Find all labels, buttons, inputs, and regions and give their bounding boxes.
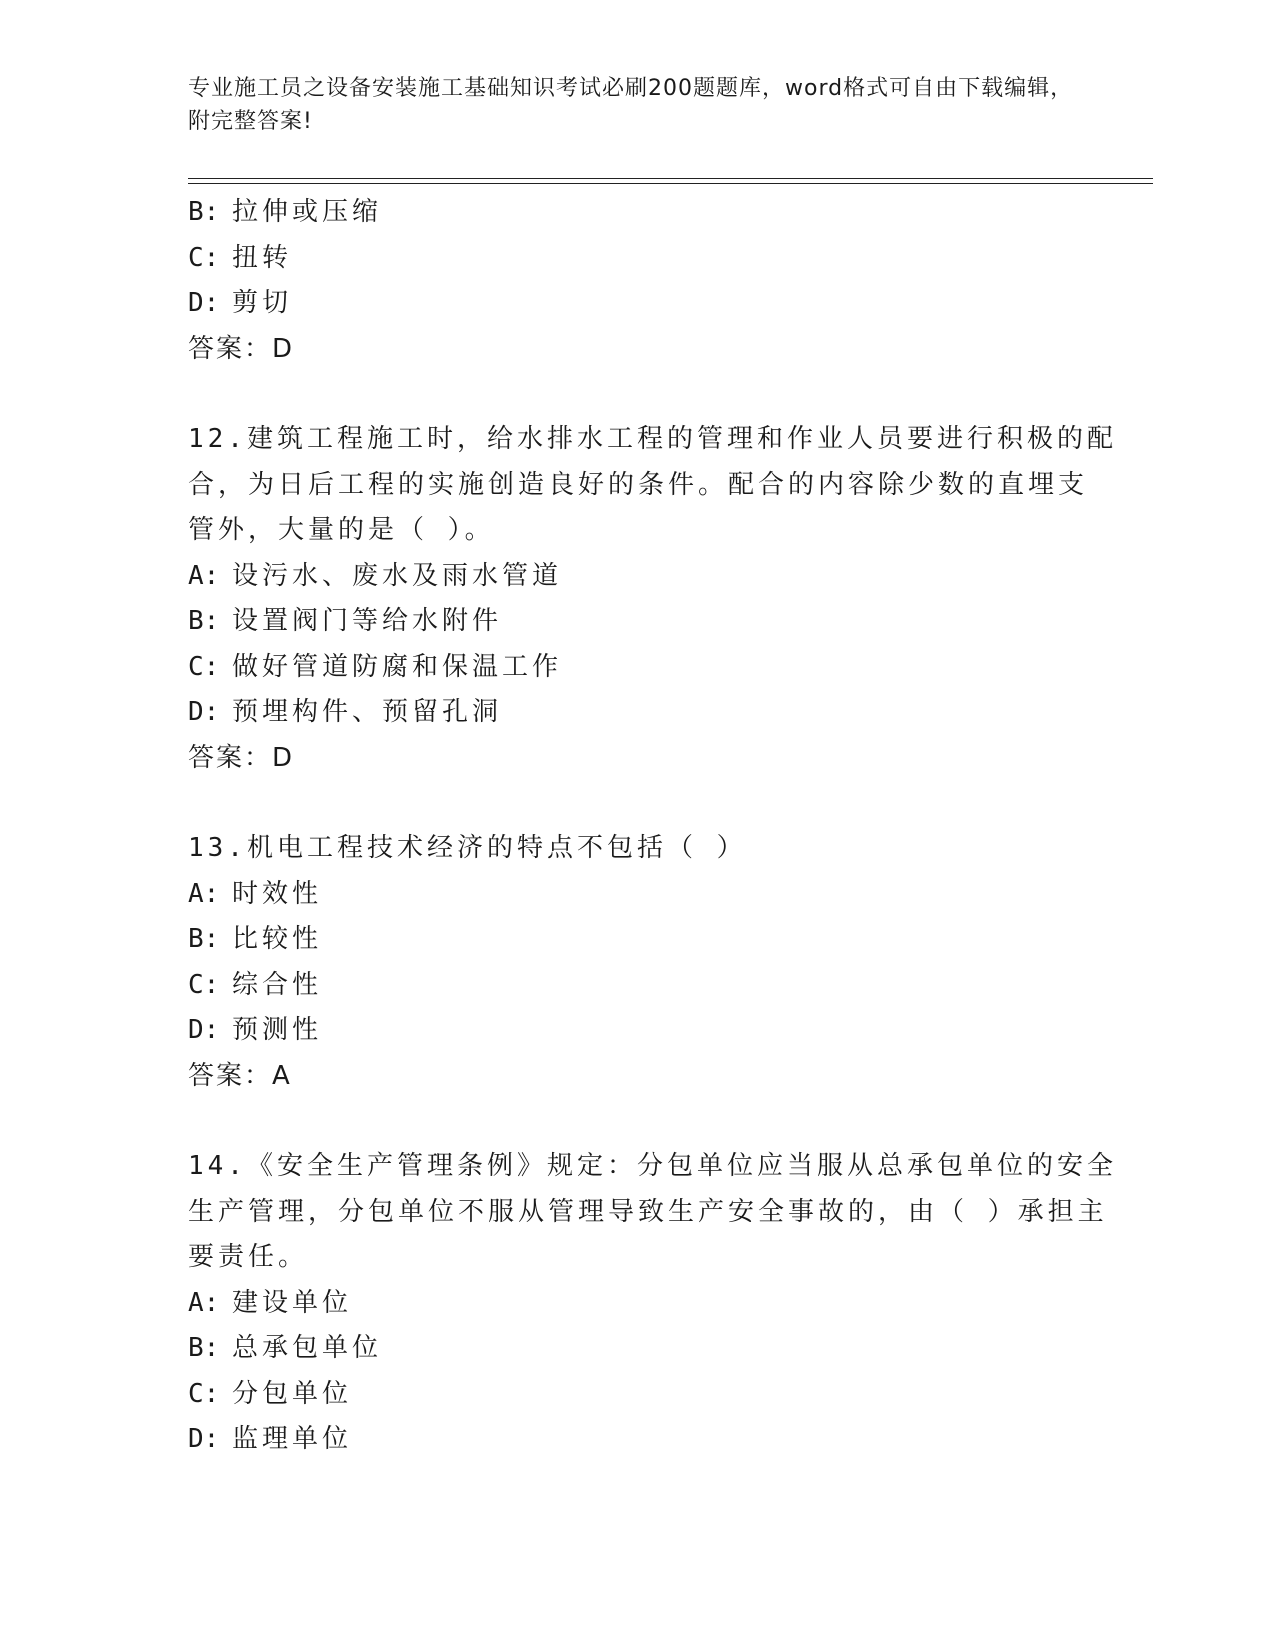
option-d bbox=[188, 281, 1088, 327]
header-title: 专业施工员之设备安装施工基础知识考试必刷200题题库，word格式可自由下载编辑，附完整答案! bbox=[188, 76, 1074, 134]
option-text: 剪切 bbox=[232, 288, 293, 318]
option-d bbox=[188, 690, 1088, 736]
question-list bbox=[188, 190, 1117, 1463]
option-c bbox=[188, 645, 1088, 691]
option-label: C: bbox=[188, 1378, 220, 1409]
option-label: C: bbox=[188, 242, 220, 273]
option-text: 比较性 bbox=[232, 924, 323, 954]
question-stem-line: 13.机电工程技术经济的特点不包括（ ） bbox=[188, 833, 747, 863]
answer-line: 答案：A bbox=[188, 1060, 292, 1091]
option-text: 综合性 bbox=[232, 969, 323, 1000]
option-label: B: bbox=[188, 1333, 220, 1363]
option-text: 预埋构件、预留孔洞 bbox=[232, 697, 503, 727]
answer-line: 答案：D bbox=[188, 742, 295, 773]
question-stem-line: 管外，大量的是（ ）。 bbox=[188, 515, 495, 545]
spacer bbox=[188, 781, 1088, 826]
question-stem-line: 合，为日后工程的实施创造良好的条件。配合的内容除少数的直埋支 bbox=[188, 469, 1089, 500]
option-b bbox=[188, 1326, 1088, 1372]
option-text: 预测性 bbox=[232, 1015, 323, 1045]
option-label: B: bbox=[188, 924, 220, 954]
option-text: 做好管道防腐和保温工作 bbox=[232, 651, 563, 682]
option-text: 时效性 bbox=[232, 878, 323, 909]
option-a bbox=[188, 1281, 1088, 1327]
option-label: C: bbox=[188, 651, 220, 682]
option-b bbox=[188, 599, 1088, 645]
option-text: 扭转 bbox=[232, 242, 293, 273]
option-label: D: bbox=[188, 288, 220, 318]
option-text: 设污水、废水及雨水管道 bbox=[232, 560, 563, 591]
option-b bbox=[188, 917, 1088, 963]
option-d bbox=[188, 1417, 1088, 1463]
option-label: A: bbox=[188, 560, 220, 591]
option-label: B: bbox=[188, 197, 220, 227]
option-text: 建设单位 bbox=[232, 1287, 353, 1318]
page-header bbox=[188, 72, 1088, 138]
option-text: 监理单位 bbox=[232, 1424, 353, 1454]
spacer bbox=[188, 372, 1088, 417]
question-stem-line: 要责任。 bbox=[188, 1242, 309, 1272]
option-label: A: bbox=[188, 1287, 220, 1318]
option-text: 拉伸或压缩 bbox=[232, 197, 383, 227]
option-c bbox=[188, 1372, 1088, 1418]
spacer bbox=[188, 1099, 1088, 1144]
answer-line: 答案：D bbox=[188, 333, 295, 364]
option-text: 总承包单位 bbox=[232, 1333, 383, 1363]
option-a bbox=[188, 872, 1088, 918]
option-label: D: bbox=[188, 697, 220, 727]
header-rule-top bbox=[188, 178, 1153, 179]
option-text: 分包单位 bbox=[232, 1378, 353, 1409]
question-14 bbox=[188, 1144, 1117, 1463]
question-stem-line: 14.《安全生产管理条例》规定：分包单位应当服从总承包单位的安全 bbox=[188, 1151, 1117, 1181]
option-label: D: bbox=[188, 1424, 220, 1454]
option-d bbox=[188, 1008, 1088, 1054]
header-rule-bottom bbox=[188, 183, 1153, 184]
option-b bbox=[188, 190, 1088, 236]
question-11-tail bbox=[188, 190, 1088, 372]
question-stem-line: 生产管理，分包单位不服从管理导致生产安全事故的，由（ ）承担主 bbox=[188, 1196, 1108, 1227]
question-13 bbox=[188, 826, 1088, 1099]
option-c bbox=[188, 963, 1088, 1009]
option-label: B: bbox=[188, 606, 220, 636]
option-c bbox=[188, 236, 1088, 282]
option-label: C: bbox=[188, 969, 220, 1000]
question-stem-line: 12.建筑工程施工时，给水排水工程的管理和作业人员要进行积极的配 bbox=[188, 424, 1117, 454]
option-label: A: bbox=[188, 878, 220, 909]
question-12 bbox=[188, 417, 1117, 781]
option-label: D: bbox=[188, 1015, 220, 1045]
option-text: 设置阀门等给水附件 bbox=[232, 606, 503, 636]
option-a bbox=[188, 554, 1088, 600]
